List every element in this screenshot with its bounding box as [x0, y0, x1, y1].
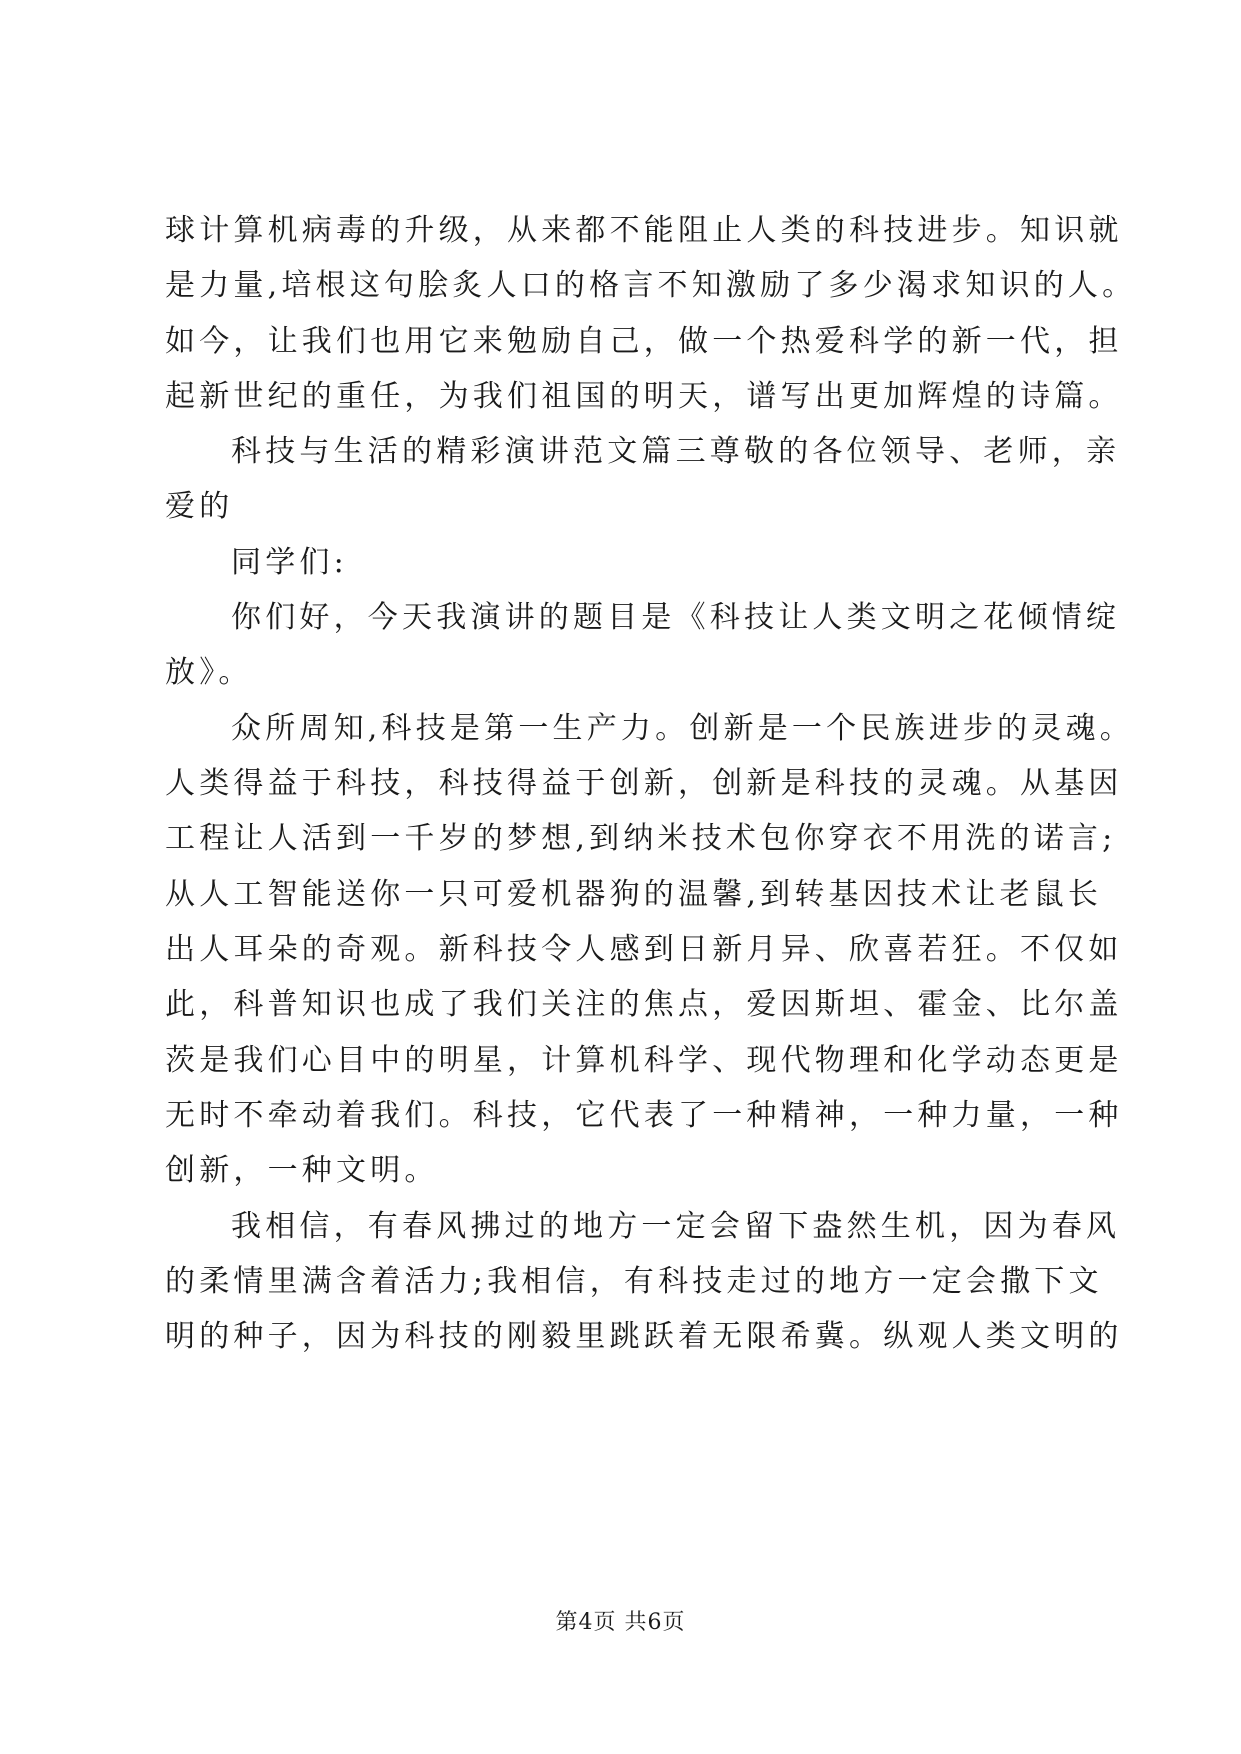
text-line: 从人工智能送你一只可爱机器狗的温馨,到转基因技术让老鼠长 [165, 877, 1103, 912]
text-line: 爱的 [165, 489, 234, 524]
text-line: 工程让人活到一千岁的梦想,到纳米技术包你穿衣不用洗的诺言; [165, 821, 1117, 856]
text-line: 人类得益于科技，科技得益于创新，创新是科技的灵魂。从基因 [165, 766, 1123, 801]
text-line: 的柔情里满含着活力;我相信，有科技走过的地方一定会撒下文 [165, 1264, 1103, 1299]
text-line: 球计算机病毒的升级，从来都不能阻止人类的科技进步。知识就 [165, 213, 1123, 248]
page-number-footer: 第4页 共6页 [555, 1610, 686, 1635]
text-line: 同学们: [231, 545, 348, 580]
text-line: 明的种子，因为科技的刚毅里跳跃着无限希冀。纵观人类文明的 [165, 1319, 1123, 1354]
text-line: 创新，一种文明。 [165, 1153, 439, 1188]
text-line: 是力量,培根这句脍炙人口的格言不知激励了多少渴求知识的人。 [165, 268, 1137, 303]
text-line: 此，科普知识也成了我们关注的焦点，爱因斯坦、霍金、比尔盖 [165, 987, 1123, 1022]
text-line: 起新世纪的重任，为我们祖国的明天，谱写出更加辉煌的诗篇。 [165, 379, 1123, 414]
text-line: 出人耳朵的奇观。新科技令人感到日新月异、欣喜若狂。不仅如 [165, 932, 1123, 967]
text-line: 众所周知,科技是第一生产力。创新是一个民族进步的灵魂。 [231, 711, 1134, 746]
text-line: 茨是我们心目中的明星，计算机科学、现代物理和化学动态更是 [165, 1043, 1123, 1078]
text-line: 你们好，今天我演讲的题目是《科技让人类文明之花倾情绽 [231, 600, 1121, 635]
text-line: 我相信，有春风拂过的地方一定会留下盎然生机，因为春风 [231, 1209, 1121, 1244]
text-line: 科技与生活的精彩演讲范文篇三尊敬的各位领导、老师，亲 [231, 434, 1121, 469]
text-line: 无时不牵动着我们。科技，它代表了一种精神，一种力量，一种 [165, 1098, 1123, 1133]
text-line: 放》。 [165, 655, 253, 690]
text-line: 如今，让我们也用它来勉励自己，做一个热爱科学的新一代，担 [165, 324, 1123, 359]
